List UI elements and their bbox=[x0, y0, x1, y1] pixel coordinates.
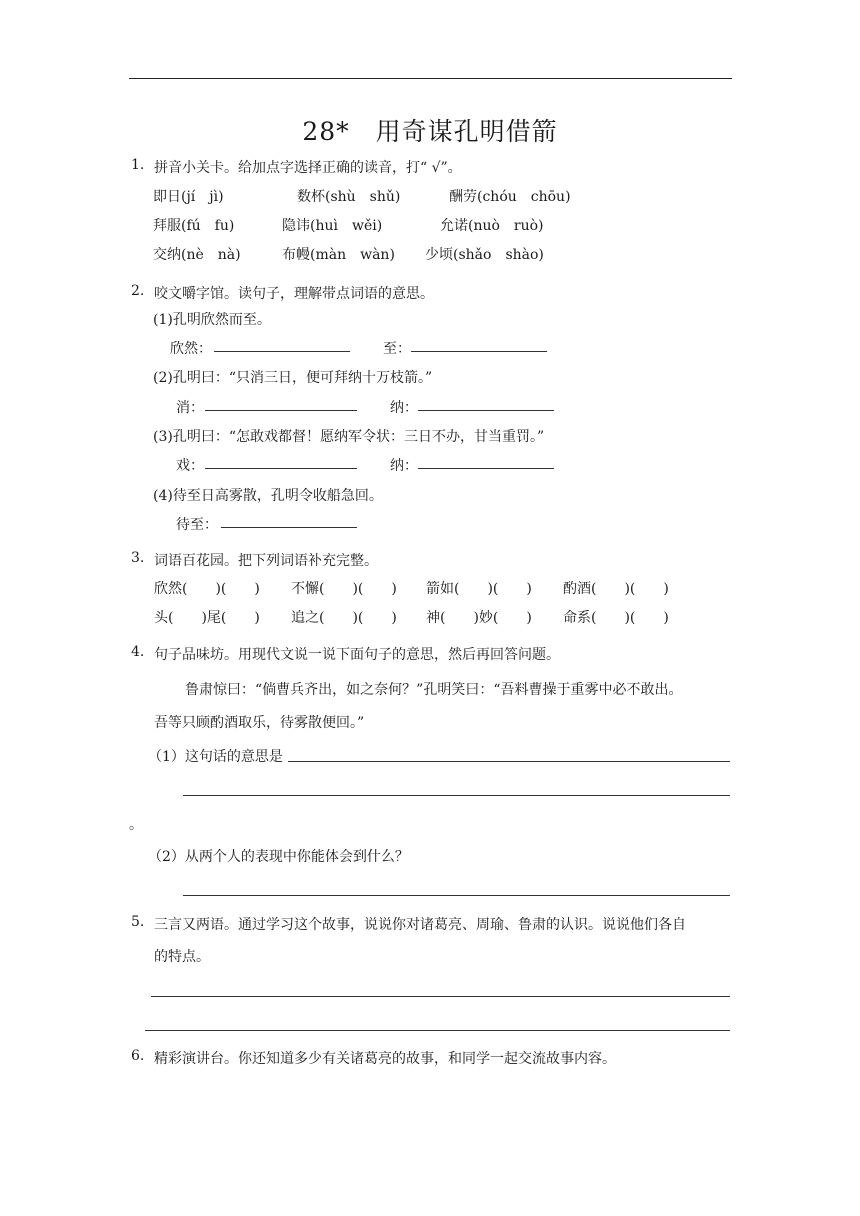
q2-answer-daizhi[interactable] bbox=[221, 513, 357, 532]
q2-label-daizhi: 待至： bbox=[176, 517, 218, 533]
q2-answer-na-1[interactable] bbox=[418, 396, 554, 415]
q1-number: 1. bbox=[131, 157, 145, 173]
q1-item-2-3: 允诺(nuò ruò) bbox=[440, 218, 544, 234]
q4-answer-1-line-1[interactable] bbox=[288, 761, 730, 762]
q4-sub-question-2: （2）从两个人的表现中你能体会到什么？ bbox=[148, 849, 409, 865]
header-rule bbox=[129, 78, 732, 79]
q5-answer-line-2[interactable] bbox=[145, 1030, 730, 1031]
q1-item-3-1: 交纳(nè nà) bbox=[153, 247, 241, 263]
q5-instruction-line-2: 的特点。 bbox=[154, 949, 210, 965]
q4-answer-1-line-2[interactable] bbox=[183, 795, 730, 796]
q2-sentence-1: (1)孔明欣然而至。 bbox=[153, 312, 271, 328]
q6-instruction: 精彩演讲台。你还知道多少有关诸葛亮的故事，和同学一起交流故事内容。 bbox=[154, 1051, 616, 1067]
q2-label-na-2: 纳： bbox=[390, 458, 418, 474]
q2-sentence-2: (2)孔明曰：“只消三日，便可拜纳十万枝箭。” bbox=[153, 370, 433, 386]
q1-item-3-3: 少顷(shǎo shào) bbox=[425, 247, 544, 263]
q3-number: 3. bbox=[131, 550, 145, 566]
q4-number: 4. bbox=[131, 644, 145, 660]
q2-answer-xiao[interactable] bbox=[205, 396, 357, 415]
q4-answer-2-line[interactable] bbox=[183, 895, 730, 896]
q5-answer-line-1[interactable] bbox=[151, 996, 730, 997]
q2-answer-xi[interactable] bbox=[205, 454, 357, 473]
q4-sub-question-1: （1）这句话的意思是 bbox=[148, 749, 283, 765]
q2-sentence-3: (3)孔明曰：“怎敢戏都督！愿纳军令状：三日不办，甘当重罚。” bbox=[153, 429, 545, 445]
q5-number: 5. bbox=[131, 914, 145, 930]
q1-item-2-2: 隐讳(huì wěi) bbox=[282, 218, 383, 234]
q4-quote-line-1: 鲁肃惊曰：“倘曹兵齐出，如之奈何？”孔明笑曰：“吾料曹操于重雾中必不敢出。 bbox=[185, 682, 683, 698]
q3-word-1[interactable]: 欣然( )( ) bbox=[154, 581, 260, 597]
q2-answer-zhi[interactable] bbox=[411, 337, 547, 356]
page-title: 28* 用奇谋孔明借箭 bbox=[302, 117, 558, 146]
q4-quote-line-2: 吾等只顾酌酒取乐，待雾散便回。” bbox=[154, 715, 365, 731]
q1-item-2-1: 拜服(fú fu) bbox=[153, 218, 235, 234]
q2-label-xi: 戏： bbox=[176, 458, 204, 474]
q1-instruction: 拼音小关卡。给加点字选择正确的读音，打“ √”。 bbox=[154, 160, 462, 176]
q6-number: 6. bbox=[131, 1048, 145, 1064]
q2-sentence-4: (4)待至日高雾散，孔明令收船急回。 bbox=[153, 488, 383, 504]
q3-instruction: 词语百花园。把下列词语补充完整。 bbox=[154, 553, 378, 569]
q1-item-1-1: 即日(jí jì) bbox=[153, 189, 224, 205]
q3-word-6[interactable]: 追之( )( ) bbox=[291, 610, 397, 626]
q3-word-3[interactable]: 箭如( )( ) bbox=[426, 581, 532, 597]
q3-word-2[interactable]: 不懈( )( ) bbox=[291, 581, 397, 597]
q1-item-3-2: 布幔(màn wàn) bbox=[282, 247, 395, 263]
q2-label-na-1: 纳： bbox=[390, 400, 418, 416]
q2-instruction: 咬文嚼字馆。读句子，理解带点词语的意思。 bbox=[154, 286, 434, 302]
q2-answer-xinran[interactable] bbox=[214, 337, 350, 356]
q4-end-mark: 。 bbox=[129, 817, 143, 833]
q2-label-xiao: 消： bbox=[176, 400, 204, 416]
q3-word-5[interactable]: 头( )尾( ) bbox=[154, 610, 260, 626]
q1-item-1-3: 酬劳(chóu chōu) bbox=[449, 189, 571, 205]
q1-item-1-2: 数杯(shù shǔ) bbox=[297, 189, 401, 205]
q2-number: 2. bbox=[131, 283, 145, 299]
q2-answer-na-2[interactable] bbox=[418, 454, 554, 473]
q3-word-4[interactable]: 酌酒( )( ) bbox=[563, 581, 669, 597]
q4-instruction: 句子品味坊。用现代文说一说下面句子的意思，然后再回答问题。 bbox=[154, 647, 560, 663]
q5-instruction-line-1: 三言又两语。通过学习这个故事，说说你对诸葛亮、周瑜、鲁肃的认识。说说他们各自 bbox=[154, 917, 686, 933]
q3-word-7[interactable]: 神( )妙( ) bbox=[426, 610, 532, 626]
q2-label-zhi: 至： bbox=[383, 341, 411, 357]
q2-label-xinran: 欣然： bbox=[170, 341, 212, 357]
q3-word-8[interactable]: 命系( )( ) bbox=[563, 610, 669, 626]
